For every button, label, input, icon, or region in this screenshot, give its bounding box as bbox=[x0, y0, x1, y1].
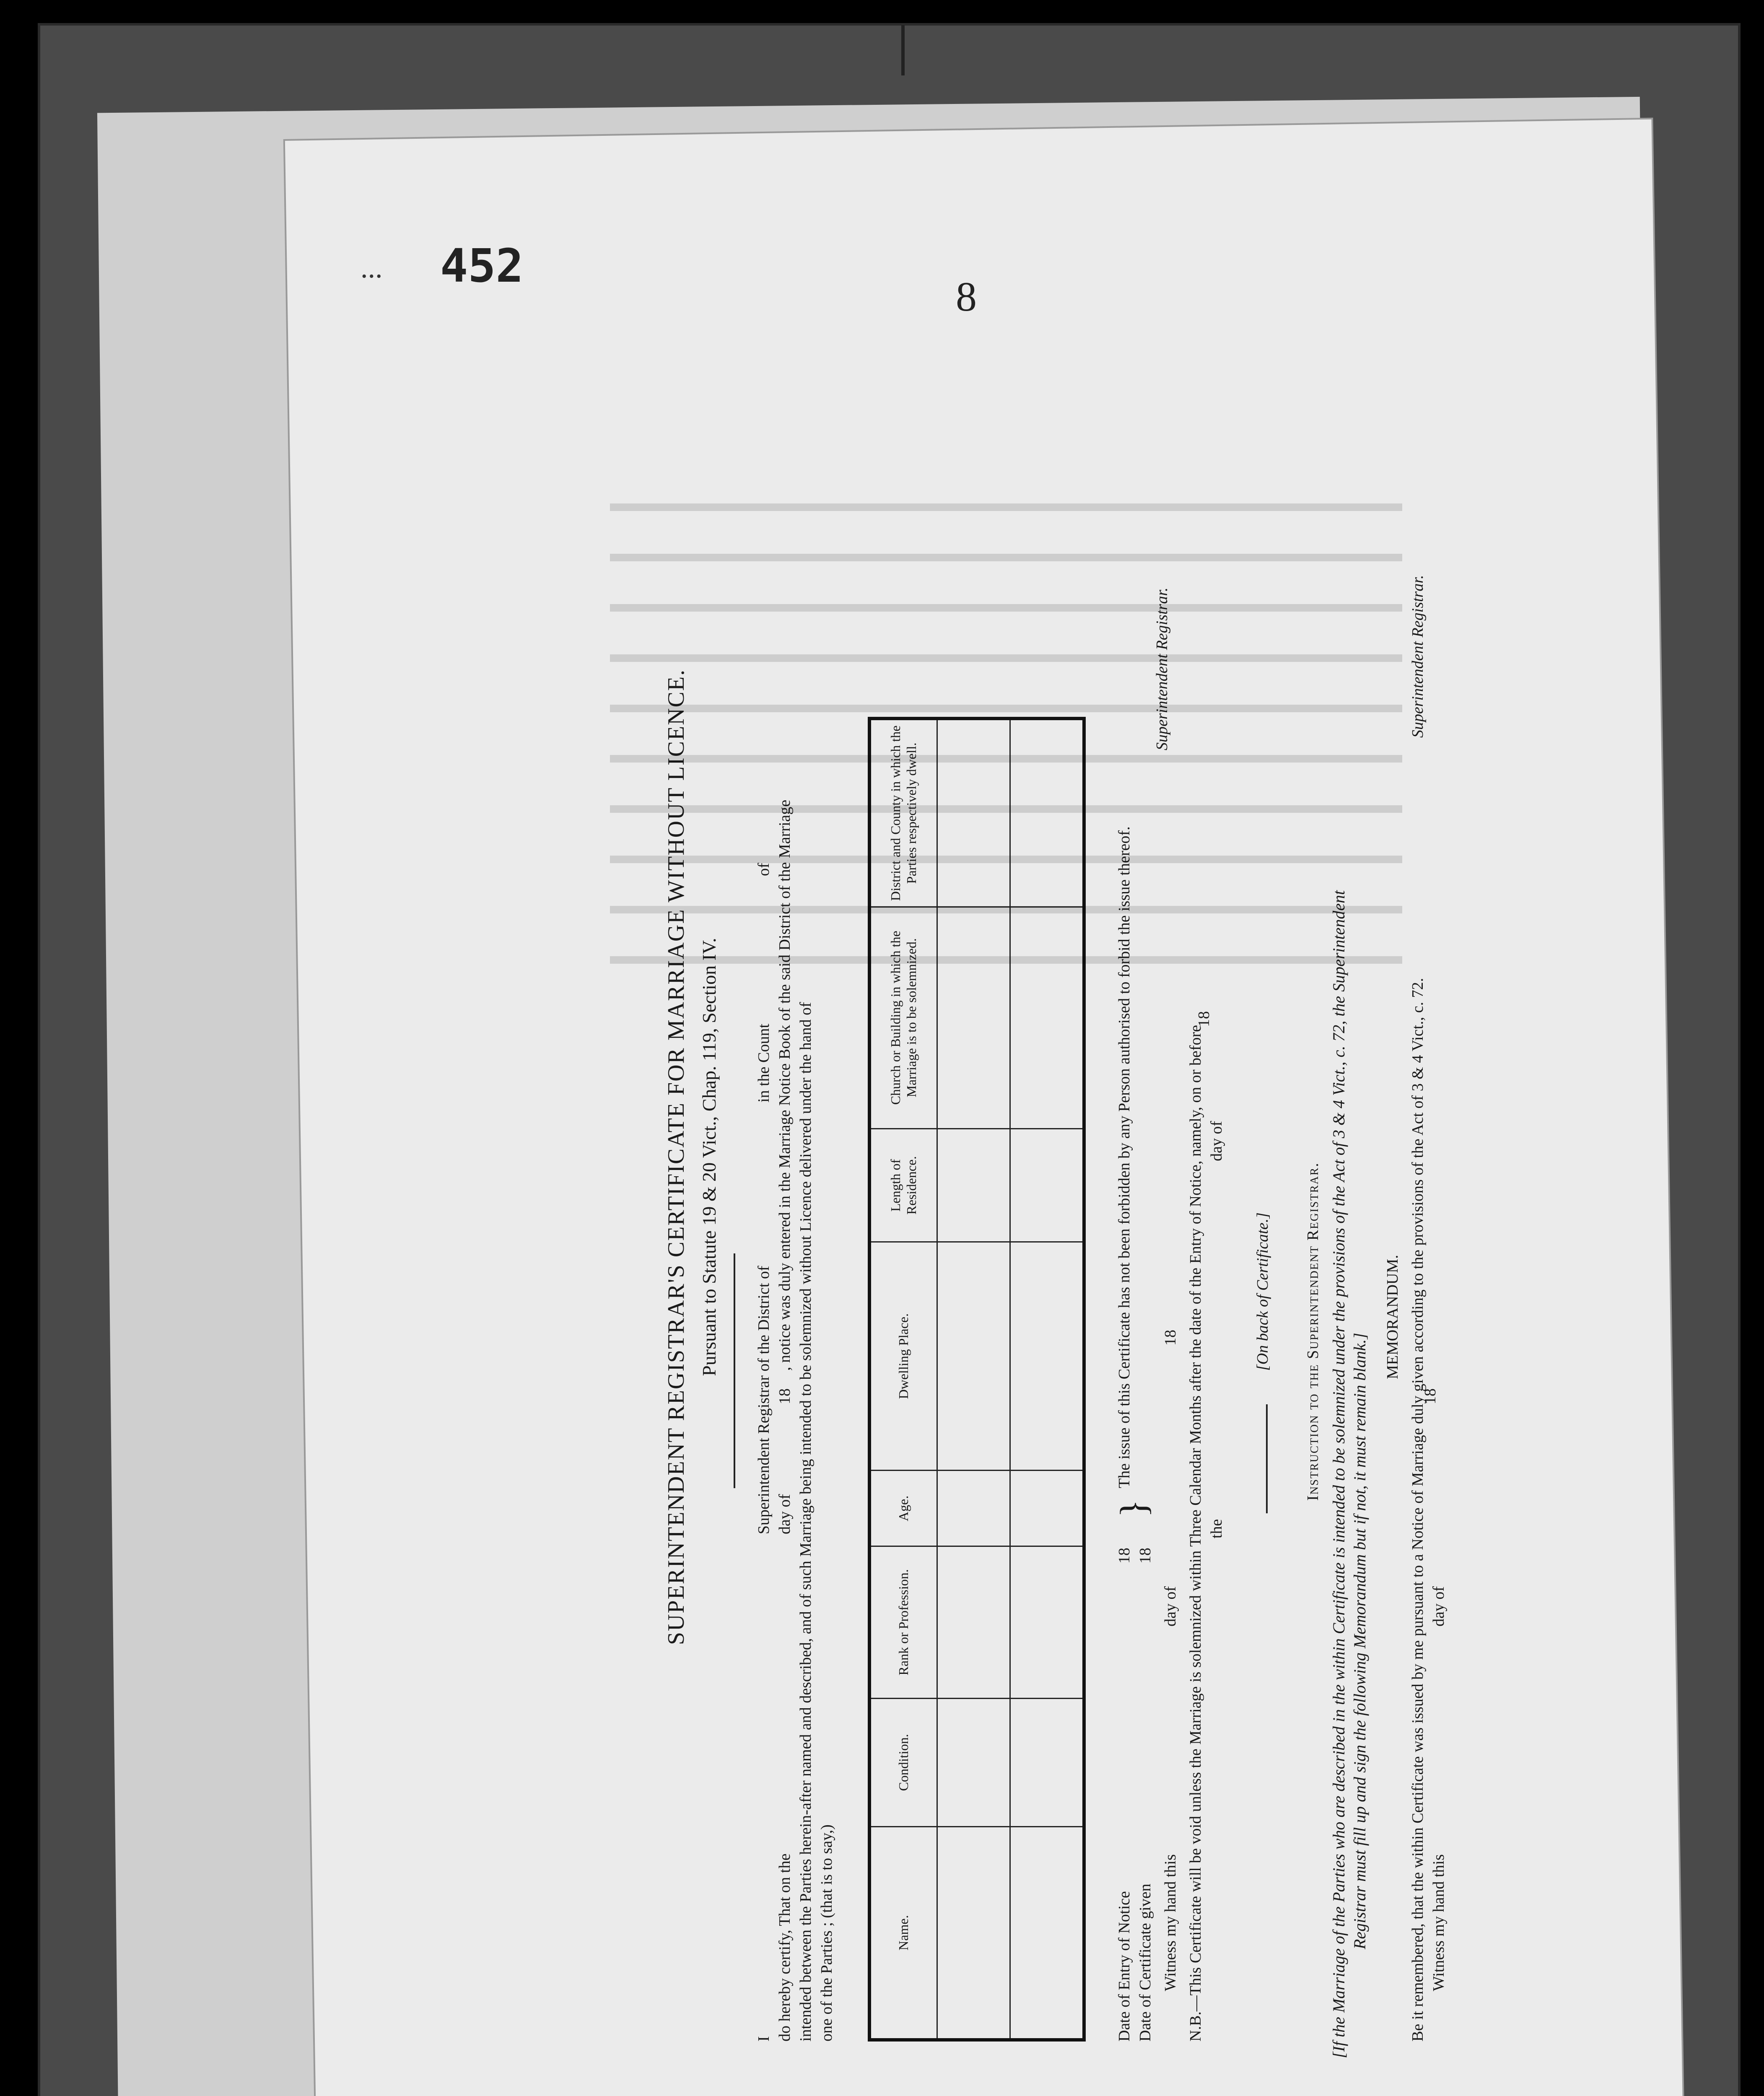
date-given-year: 18 bbox=[1136, 1548, 1154, 1564]
preamble-intended: intended between the Parties herein-after named and described, and of such Marriage being intended to be solemnized without Licence delivered under the hand of bbox=[797, 1002, 815, 2042]
certificate-subtitle: Pursuant to Statute 19 & 20 Vict., Chap. 119, Section IV. bbox=[698, 938, 720, 1376]
header-dwelling: Dwelling Place. bbox=[869, 1242, 937, 1471]
nb-day: day of bbox=[1208, 1121, 1225, 1161]
header-church: Church or Building in which the Marriage is to be solemnized. bbox=[869, 907, 937, 1129]
preamble-parties: one of the Parties ; (that is to say,) bbox=[818, 1824, 835, 2042]
date-given-label: Date of Certificate given bbox=[1136, 1883, 1154, 2042]
memorandum-day: day of bbox=[1430, 1586, 1448, 1626]
preamble-county: in the Count bbox=[755, 1024, 773, 1102]
instruction-heading: Instruction to the Superintendent Registrar. bbox=[1304, 1162, 1322, 1501]
memorandum-text: Be it remembered, that the within Certificate was issued by me pursuant to a Notice of Marriage duly given according to the provisions of the Act of 3 & 4 Vict., c. 72. bbox=[1409, 978, 1427, 2042]
memorandum-witness: Witness my hand this bbox=[1430, 1854, 1448, 1991]
nb-text: N.B.—This Certificate will be void unless the Marriage is solemnized within Three Calendar Months after the date of the Entry of Notice, namely, on or before bbox=[1187, 1025, 1204, 2042]
header-name: Name. bbox=[869, 1827, 937, 2040]
brace: } bbox=[1113, 1499, 1154, 1518]
header-residence: Length of Residence. bbox=[869, 1129, 937, 1242]
bleed-through-text bbox=[566, 482, 1446, 1740]
preamble-notice: , notice was duly entered in the Marriage Notice Book of the said District of the Marriage bbox=[776, 799, 794, 1371]
preamble-of: of bbox=[755, 863, 773, 876]
preamble-registrar: Superintendent Registrar of the District of bbox=[755, 1266, 773, 1534]
header-condition: Condition. bbox=[869, 1698, 937, 1827]
header-rank: Rank or Profession. bbox=[869, 1546, 937, 1698]
date-entry-year: 18 bbox=[1115, 1548, 1133, 1564]
frame-notch bbox=[901, 25, 905, 75]
folio-number: 452 bbox=[440, 239, 524, 293]
header-age: Age. bbox=[869, 1471, 937, 1546]
date-entry-label: Date of Entry of Notice bbox=[1115, 1891, 1133, 2042]
folio-prefix: ... bbox=[361, 252, 383, 284]
memorandum-heading: MEMORANDUM. bbox=[1384, 1255, 1401, 1379]
witness-label: Witness my hand this bbox=[1162, 1854, 1179, 1991]
certificate-title: SUPERINTENDENT REGISTRAR'S CERTIFICATE FOR MARRIAGE WITHOUT LICENCE. bbox=[663, 669, 689, 1645]
page-number: 8 bbox=[956, 273, 977, 320]
preamble-i: I bbox=[755, 2036, 773, 2042]
nb-year: 18 bbox=[1195, 1011, 1213, 1027]
signature-registrar: Superintendent Registrar. bbox=[1153, 587, 1171, 750]
preamble-dayof: day of bbox=[776, 1494, 794, 1534]
on-back-note: [On back of Certificate.] bbox=[1254, 1212, 1271, 1371]
memorandum-signature: Superintendent Registrar. bbox=[1409, 575, 1427, 738]
forbid-text: The issue of this Certificate has not been forbidden by any Person authorised to forbid the issue thereof. bbox=[1115, 826, 1133, 1488]
instruction-text-1: [If the Marriage of the Parties who are described in the within Certificate is intended to be solemnized under the provisions of the Act of 3 & 4 Vict., c. 72, the Superintendent bbox=[1329, 890, 1348, 2058]
witness-day: day of bbox=[1162, 1586, 1179, 1626]
preamble-year: 18 bbox=[776, 1388, 794, 1404]
memorandum-year: 18 bbox=[1422, 1388, 1439, 1404]
instruction-text-2: Registrar must fill up and sign the following Memorandum but if not, it must remain blank.] bbox=[1350, 1333, 1369, 1949]
preamble-certify: do hereby certify, That on the bbox=[776, 1853, 794, 2042]
nb-the: the bbox=[1208, 1519, 1225, 1538]
header-district: District and County in which the Parties respectively dwell. bbox=[869, 719, 937, 907]
witness-year: 18 bbox=[1162, 1330, 1179, 1346]
